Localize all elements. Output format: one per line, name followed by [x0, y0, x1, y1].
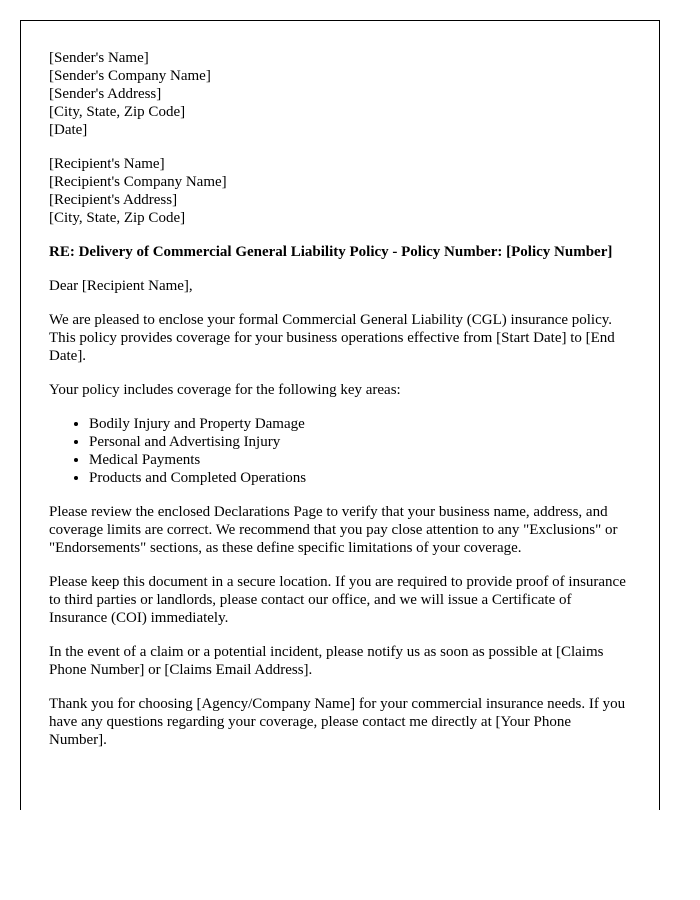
recipient-address: [Recipient's Address] — [49, 192, 178, 208]
closing-paragraph: Thank you for choosing [Agency/Company Name] for your commercial insurance needs. If you have any questions regarding your coverage, please contact me directly at [Your Phone Number]. — [49, 696, 626, 748]
sender-company: [Sender's Company Name] — [49, 68, 211, 84]
letter-page — [20, 20, 660, 810]
sender-name: [Sender's Name] — [49, 50, 149, 66]
list-item: • Medical Payments — [89, 451, 629, 469]
list-item: • Personal and Advertising Injury — [89, 433, 629, 451]
letter-date: [Date] — [49, 122, 88, 138]
sender-address-block — [49, 49, 629, 139]
sender-city-state-zip: [City, State, Zip Code] — [49, 104, 186, 120]
recipient-name: [Recipient's Name] — [49, 156, 165, 172]
review-paragraph: Please review the enclosed Declarations Page to verify that your business name, address, and coverage limits are correct. We recommend that you pay close attention to any "Exclusions" or "Endorsements" sections, as these define specific limitations of your coverage. — [49, 504, 618, 556]
list-item: • Bodily Injury and Property Damage — [89, 415, 629, 433]
coverage-lead-paragraph: Your policy includes coverage for the following key areas: — [49, 382, 401, 398]
recipient-company: [Recipient's Company Name] — [49, 174, 227, 190]
subject-line: RE: Delivery of Commercial General Liability Policy - Policy Number: [Policy Number] — [49, 244, 613, 260]
claims-paragraph: In the event of a claim or a potential incident, please notify us as soon as possible at [Claims Phone Number] or [Claims Email Address]. — [49, 644, 604, 678]
recipient-city-state-zip: [City, State, Zip Code] — [49, 210, 186, 226]
sender-address: [Sender's Address] — [49, 86, 162, 102]
recipient-address-block — [49, 155, 629, 227]
salutation: Dear [Recipient Name], — [49, 278, 193, 294]
letter-body — [49, 49, 629, 765]
intro-paragraph: We are pleased to enclose your formal Commercial General Liability (CGL) insurance policy. This policy provides coverage for your business operations effective from [Start Date] to [End Date]. — [49, 312, 615, 364]
list-item: • Products and Completed Operations — [89, 469, 629, 487]
coverage-list — [49, 415, 629, 487]
secure-paragraph: Please keep this document in a secure location. If you are required to provide proof of insurance to third parties or landlords, please contact our office, and we will issue a Certificate of Insurance (COI) immediately. — [49, 574, 626, 626]
